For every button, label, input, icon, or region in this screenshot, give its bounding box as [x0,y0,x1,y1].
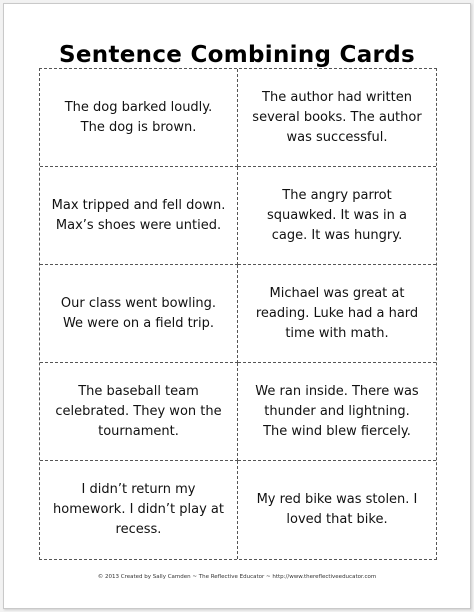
card-line: reading. Luke had a hard [255,305,419,321]
card-line: homework. I didn’t play at [53,502,224,517]
card-7 [40,363,238,461]
card-10 [238,461,436,559]
card-line: celebrated. They won the [55,403,222,419]
card-6 [238,265,436,363]
card-line: We ran inside. There was [255,383,419,399]
card-3 [40,167,238,265]
card-line: I didn’t return my [81,482,196,497]
card-line: cage. It was hungry. [271,227,403,243]
card-line: The baseball team [78,383,199,399]
card-line: time with math. [285,325,389,341]
card-line: Max tripped and fell down. [51,197,226,213]
card-4 [238,167,436,265]
card-line: recess. [115,522,162,537]
card-line: squawked. It was in a [267,207,407,223]
card-line: The wind blew fiercely. [263,423,411,439]
card-line: was successful. [286,129,388,145]
card-9 [40,461,238,559]
card-grid [39,68,437,560]
card-line: The dog barked loudly. [64,99,213,115]
card-line: Max’s shoes were untied. [55,217,222,233]
card-line: We were on a field trip. [62,315,215,331]
page-title: Sentence Combining Cards [59,42,415,68]
card-8 [238,363,436,461]
worksheet-page [3,3,471,609]
card-line: My red bike was stolen. I [256,492,418,507]
card-line: thunder and lightning. [264,403,410,419]
card-1 [40,69,238,167]
card-line: Michael was great at [269,285,405,301]
card-line: loved that bike. [286,512,388,527]
card-line: several books. The author [252,109,422,125]
card-line: The dog is brown. [80,119,197,135]
card-5 [40,265,238,363]
copyright-footer: © 2013 Created by Sally Camden ~ The Reflective Educator ~ http://www.thereflectiveeducator.com [97,574,377,580]
card-line: The angry parrot [282,187,392,203]
card-2 [238,69,436,167]
card-line: The author had written [262,89,412,105]
card-line: Our class went bowling. [60,295,217,311]
card-line: tournament. [98,423,179,439]
